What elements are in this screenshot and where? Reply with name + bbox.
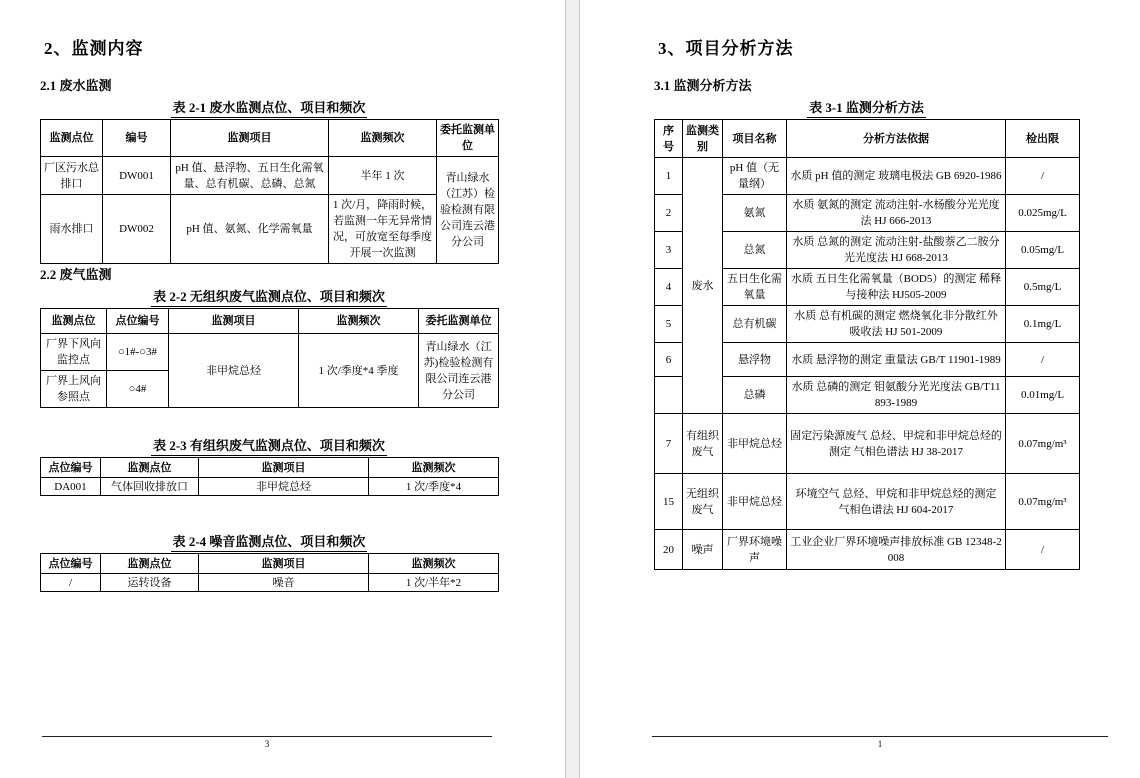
table-cell: 半年 1 次 bbox=[329, 157, 437, 195]
header-cell: 监测项目 bbox=[199, 458, 369, 478]
header-cell: 监测项目 bbox=[171, 120, 329, 157]
table-cell-name: 厂界环境噪声 bbox=[723, 530, 787, 570]
table-cell-name: pH 值（无量纲） bbox=[723, 158, 787, 195]
table-cell-name: 非甲烷总烃 bbox=[723, 414, 787, 474]
table-row bbox=[41, 195, 499, 264]
table-cell-frequency: 1 次/季度*4 季度 bbox=[299, 334, 419, 408]
table-cell: 1 次/月，降雨时候，若监测一年无异常情况，可放宽至每季度开展一次监测 bbox=[329, 195, 437, 264]
table-cell-method: 环境空气 总烃、甲烷和非甲烷总烃的测定 气相色谱法 HJ 604-2017 bbox=[787, 474, 1006, 530]
table-cell-no: 2 bbox=[655, 195, 683, 232]
table-cell-no: 5 bbox=[655, 306, 683, 343]
table-cell: DW002 bbox=[103, 195, 171, 264]
table-2-4 bbox=[40, 553, 499, 592]
right-page-footer bbox=[652, 736, 1108, 749]
table-cell-limit: 0.1mg/L bbox=[1006, 306, 1080, 343]
table-cell-item: 非甲烷总烃 bbox=[169, 334, 299, 408]
header-cell: 监测点位 bbox=[101, 458, 199, 478]
table-cell-name: 总氮 bbox=[723, 232, 787, 269]
table-cell-monitoring-unit: 青山绿水（江苏）检验检测有限公司连云港分公司 bbox=[437, 157, 499, 264]
section-3-1-heading: 3.1 监测分析方法 bbox=[654, 78, 752, 93]
table-cell: 厂界下风向监控点 bbox=[41, 334, 107, 371]
table-2-1 bbox=[40, 119, 499, 264]
table-cell: pH 值、氨氮、化学需氧量 bbox=[171, 195, 329, 264]
left-page-number: 3 bbox=[264, 739, 270, 749]
right-page-title: 3、项目分析方法 bbox=[658, 39, 794, 58]
table-cell-method: 固定污染源废气 总烃、甲烷和非甲烷总烃的测定 气相色谱法 HJ 38-2017 bbox=[787, 414, 1006, 474]
table-cell-no: 7 bbox=[655, 414, 683, 474]
table-cell: 运转设备 bbox=[101, 574, 199, 592]
table-cell-category-noise: 噪声 bbox=[683, 530, 723, 570]
table-row bbox=[41, 334, 499, 371]
table-cell-limit: 0.5mg/L bbox=[1006, 269, 1080, 306]
table-cell-no: 3 bbox=[655, 232, 683, 269]
table-cell-limit: 0.025mg/L bbox=[1006, 195, 1080, 232]
table-cell-name: 总有机碳 bbox=[723, 306, 787, 343]
header-cell: 点位编号 bbox=[41, 554, 101, 574]
table-cell-method: 水质 总磷的测定 钼氨酸分光光度法 GB/T11893-1989 bbox=[787, 377, 1006, 414]
table-cell: 非甲烷总烃 bbox=[199, 478, 369, 496]
table-2-4-header-row bbox=[41, 554, 499, 574]
left-page-footer bbox=[42, 736, 492, 749]
table-cell-limit: 0.07mg/m³ bbox=[1006, 414, 1080, 474]
table-2-1-header-row bbox=[41, 120, 499, 157]
header-cell: 监测频次 bbox=[299, 309, 419, 334]
table-3-1-header-row bbox=[655, 120, 1080, 158]
table-cell-limit: 0.07mg/m³ bbox=[1006, 474, 1080, 530]
table-row bbox=[41, 574, 499, 592]
table-cell-method: 水质 pH 值的测定 玻璃电极法 GB 6920-1986 bbox=[787, 158, 1006, 195]
table-row bbox=[655, 530, 1080, 570]
header-cell: 监测项目 bbox=[199, 554, 369, 574]
table-cell-no bbox=[655, 377, 683, 414]
table-cell-name: 五日生化需氧量 bbox=[723, 269, 787, 306]
table-2-4-caption: 表 2-4 噪音监测点位、项目和频次 bbox=[40, 534, 498, 552]
table-3-1-caption: 表 3-1 监测分析方法 bbox=[654, 100, 1079, 118]
table-2-2-caption: 表 2-2 无组织废气监测点位、项目和频次 bbox=[40, 289, 498, 307]
table-row bbox=[655, 414, 1080, 474]
table-3-1 bbox=[654, 119, 1080, 570]
table-cell-method: 水质 总有机碳的测定 燃烧氧化非分散红外吸收法 HJ 501-2009 bbox=[787, 306, 1006, 343]
table-cell: ○1#-○3# bbox=[107, 334, 169, 371]
header-cell: 监测项目 bbox=[169, 309, 299, 334]
header-cell: 监测点位 bbox=[41, 120, 103, 157]
header-cell: 分析方法依据 bbox=[787, 120, 1006, 158]
header-cell: 委托监测单位 bbox=[437, 120, 499, 157]
header-cell: 检出限 bbox=[1006, 120, 1080, 158]
table-cell-method: 水质 悬浮物的测定 重量法 GB/T 11901-1989 bbox=[787, 343, 1006, 377]
table-2-3-header-row bbox=[41, 458, 499, 478]
table-cell-monitoring-unit: 青山绿水（江苏)检验检测有限公司连云港分公司 bbox=[419, 334, 499, 408]
table-cell: DW001 bbox=[103, 157, 171, 195]
table-cell: DA001 bbox=[41, 478, 101, 496]
header-cell: 监测频次 bbox=[369, 458, 499, 478]
table-cell: 厂区污水总排口 bbox=[41, 157, 103, 195]
table-cell-no: 1 bbox=[655, 158, 683, 195]
table-cell-limit: / bbox=[1006, 530, 1080, 570]
table-cell-category-fugitive-gas: 无组织废气 bbox=[683, 474, 723, 530]
table-cell-name: 总磷 bbox=[723, 377, 787, 414]
table-cell: / bbox=[41, 574, 101, 592]
table-cell-limit: / bbox=[1006, 343, 1080, 377]
header-cell: 序号 bbox=[655, 120, 683, 158]
table-cell-name: 非甲烷总烃 bbox=[723, 474, 787, 530]
table-cell: ○4# bbox=[107, 371, 169, 408]
header-cell: 监测点位 bbox=[101, 554, 199, 574]
table-cell-category-organized-gas: 有组织废气 bbox=[683, 414, 723, 474]
table-row bbox=[655, 474, 1080, 530]
right-page-number: 1 bbox=[877, 739, 883, 749]
section-2-2-heading: 2.2 废气监测 bbox=[40, 267, 112, 282]
table-row bbox=[41, 478, 499, 496]
table-2-2-header-row bbox=[41, 309, 499, 334]
page-left bbox=[0, 0, 565, 778]
table-2-3 bbox=[40, 457, 499, 496]
table-cell-method: 工业企业厂界环境噪声排放标准 GB 12348-2008 bbox=[787, 530, 1006, 570]
table-cell: pH 值、悬浮物、五日生化需氧量、总有机碳、总磷、总氮 bbox=[171, 157, 329, 195]
table-cell-no: 15 bbox=[655, 474, 683, 530]
table-cell-name: 悬浮物 bbox=[723, 343, 787, 377]
table-row bbox=[655, 158, 1080, 195]
table-2-1-caption: 表 2-1 废水监测点位、项目和频次 bbox=[40, 100, 498, 118]
table-cell-limit: 0.01mg/L bbox=[1006, 377, 1080, 414]
table-cell-no: 20 bbox=[655, 530, 683, 570]
table-cell-name: 氨氮 bbox=[723, 195, 787, 232]
header-cell: 项目名称 bbox=[723, 120, 787, 158]
header-cell: 编号 bbox=[103, 120, 171, 157]
header-cell: 委托监测单位 bbox=[419, 309, 499, 334]
table-cell: 雨水排口 bbox=[41, 195, 103, 264]
header-cell: 监测频次 bbox=[369, 554, 499, 574]
table-cell-method: 水质 总氮的测定 流动注射-盐酸萘乙二胺分光光度法 HJ 668-2013 bbox=[787, 232, 1006, 269]
table-cell: 噪音 bbox=[199, 574, 369, 592]
header-cell: 点位编号 bbox=[41, 458, 101, 478]
table-2-3-caption: 表 2-3 有组织废气监测点位、项目和频次 bbox=[40, 438, 498, 456]
table-cell-no: 6 bbox=[655, 343, 683, 377]
table-cell-no: 4 bbox=[655, 269, 683, 306]
table-cell: 1 次/季度*4 bbox=[369, 478, 499, 496]
page-gap-divider bbox=[565, 0, 580, 778]
table-cell: 1 次/半年*2 bbox=[369, 574, 499, 592]
header-cell: 监测频次 bbox=[329, 120, 437, 157]
table-cell: 气体回收排放口 bbox=[101, 478, 199, 496]
table-cell: 厂界上风向参照点 bbox=[41, 371, 107, 408]
header-cell: 监测类别 bbox=[683, 120, 723, 158]
table-cell-category-wastewater: 废水 bbox=[683, 158, 723, 414]
page-right bbox=[580, 0, 1138, 778]
header-cell: 监测点位 bbox=[41, 309, 107, 334]
section-2-1-heading: 2.1 废水监测 bbox=[40, 78, 112, 93]
table-2-2 bbox=[40, 308, 499, 408]
table-cell-limit: 0.05mg/L bbox=[1006, 232, 1080, 269]
table-cell-method: 水质 氨氮的测定 流动注射-水杨酸分光光度法 HJ 666-2013 bbox=[787, 195, 1006, 232]
left-page-title: 2、监测内容 bbox=[44, 39, 144, 58]
table-cell-method: 水质 五日生化需氧量（BOD5）的测定 稀释与接种法 HJ505-2009 bbox=[787, 269, 1006, 306]
header-cell: 点位编号 bbox=[107, 309, 169, 334]
table-cell-limit: / bbox=[1006, 158, 1080, 195]
table-row bbox=[41, 157, 499, 195]
